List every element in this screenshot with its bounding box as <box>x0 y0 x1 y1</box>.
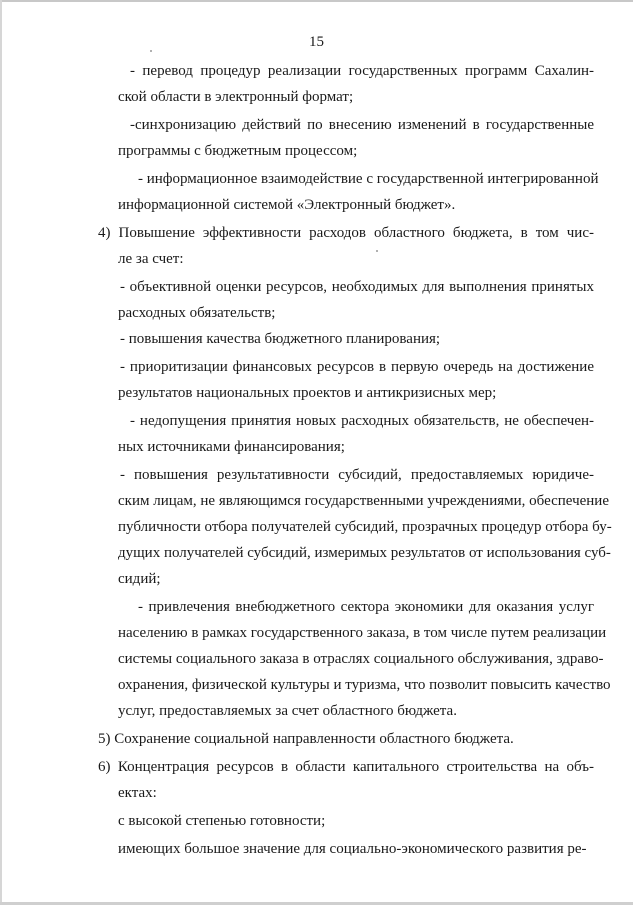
text-line: ской области в электронный формат; <box>118 89 354 105</box>
paragraph <box>120 354 594 406</box>
text-line: - объективной оценки ресурсов, необходимых для выполнения принятых <box>120 279 594 295</box>
text-line: - перевод процедур реализации государственных программ Сахалин- <box>130 63 594 79</box>
text-line: 4) Повышение эффективности расходов областного бюджета, в том чис- <box>98 225 594 241</box>
paragraph <box>120 58 594 110</box>
paragraph <box>118 594 611 724</box>
page-number: 15 <box>309 34 324 50</box>
paragraph <box>118 166 599 218</box>
text-line: -синхронизацию действий по внесению изменений в государственные <box>130 117 594 133</box>
text-line: информационной системой «Электронный бюджет». <box>118 197 456 213</box>
text-line: с высокой степенью готовности; <box>118 813 326 829</box>
paragraph <box>120 274 594 326</box>
text-line: результатов национальных проектов и антикризисных мер; <box>118 385 497 401</box>
paragraph <box>98 220 594 272</box>
paragraph <box>120 408 594 460</box>
text-line: - приоритизации финансовых ресурсов в первую очередь на достижение <box>120 359 594 375</box>
text-line: системы социального заказа в отраслях социального обслуживания, здраво- <box>118 651 604 667</box>
document-body <box>98 58 612 862</box>
text-line: расходных обязательств; <box>118 305 276 321</box>
paragraph <box>98 754 594 806</box>
text-line: сидий; <box>118 571 161 587</box>
scan-edge-left <box>0 0 2 905</box>
text-line: - недопущения принятия новых расходных обязательств, не обеспечен- <box>130 413 594 429</box>
text-line: программы с бюджетным процессом; <box>118 143 358 159</box>
text-line: ле за счет: <box>118 251 184 267</box>
text-line: услуг, предоставляемых за счет областного бюджета. <box>118 703 457 719</box>
text-line: публичности отбора получателей субсидий, прозрачных процедур отбора бу- <box>118 519 612 535</box>
text-line: ским лицам, не являющимся государственными учреждениями, обеспечение <box>118 493 609 509</box>
text-line: имеющих большое значение для социально-экономического развития ре- <box>118 841 587 857</box>
text-line: 5) Сохранение социальной направленности областного бюджета. <box>98 731 514 747</box>
text-line: - повышения результативности субсидий, предоставляемых юридиче- <box>120 467 594 483</box>
paragraph <box>120 326 594 352</box>
paragraph <box>118 462 612 592</box>
text-line: - информационное взаимодействие с государственной интегрированной <box>138 171 599 187</box>
paragraph <box>120 836 594 862</box>
paragraph <box>98 726 594 752</box>
text-line: - повышения качества бюджетного планирования; <box>120 331 441 347</box>
text-line: дущих получателей субсидий, измеримых результатов от использования суб- <box>118 545 611 561</box>
paragraph <box>120 112 594 164</box>
text-line: ектах: <box>118 785 157 801</box>
text-line: ных источниками финансирования; <box>118 439 345 455</box>
scan-edge-top <box>0 0 633 2</box>
text-line: охранения, физической культуры и туризма, что позволит повысить качество <box>118 677 611 693</box>
text-line: 6) Концентрация ресурсов в области капитального строительства на объ- <box>98 759 594 775</box>
paragraph <box>120 808 594 834</box>
text-line: населению в рамках государственного заказа, в том числе путем реализации <box>118 625 607 641</box>
text-line: - привлечения внебюджетного сектора экономики для оказания услуг <box>138 599 594 615</box>
